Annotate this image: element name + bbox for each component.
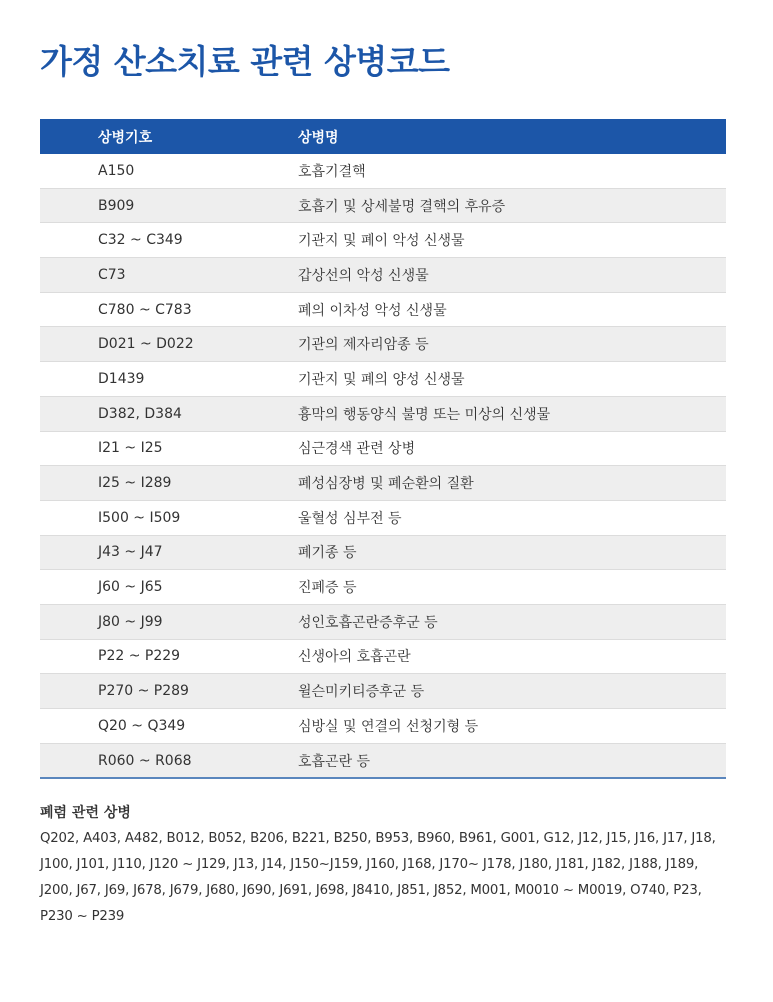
table-body (40, 154, 726, 778)
table-row (40, 327, 726, 362)
header-name: 상병명 (298, 119, 726, 154)
row-code: Q20 ~ Q349 (40, 709, 298, 744)
row-name: 폐기종 등 (298, 535, 726, 570)
table-row (40, 604, 726, 639)
row-name: 호흡기결핵 (298, 154, 726, 188)
lung-related-codes: Q202, A403, A482, B012, B052, B206, B221, B250, B953, B960, B961, G001, G12, J12, J15, J16, J17, J18, J100, J101, J110, J120 ~ J129, J13, J14, J150~J159, J160, J168, J170~ J178, J180, J181, J182, J188, J189, J200, J67, J69, J678, J679, J680, J690, J691, J698, J8410, J851, J852, M001, M0010 ~ M0019, O740, P23, P230 ~ P239 (40, 831, 716, 924)
row-name: 울혈성 심부전 등 (298, 500, 726, 535)
table-row (40, 362, 726, 397)
table-row (40, 535, 726, 570)
table-row (40, 154, 726, 188)
table-row (40, 743, 726, 778)
row-name: 신생아의 호흡곤란 (298, 639, 726, 674)
row-name: 기관지 및 폐이 악성 신생물 (298, 223, 726, 258)
row-name: 폐성심장병 및 폐순환의 질환 (298, 466, 726, 501)
row-name: 심방실 및 연결의 선청기형 등 (298, 709, 726, 744)
row-code: J43 ~ J47 (40, 535, 298, 570)
table-row (40, 639, 726, 674)
row-code: J80 ~ J99 (40, 604, 298, 639)
row-code: D021 ~ D022 (40, 327, 298, 362)
table-row (40, 570, 726, 605)
table-row (40, 223, 726, 258)
row-code: R060 ~ R068 (40, 743, 298, 778)
row-code: C73 (40, 258, 298, 293)
row-name: 윌슨미키티증후군 등 (298, 674, 726, 709)
row-name: 흉막의 행동양식 불명 또는 미상의 신생물 (298, 396, 726, 431)
row-code: D1439 (40, 362, 298, 397)
row-code: C780 ~ C783 (40, 292, 298, 327)
row-name: 폐의 이차성 악성 신생물 (298, 292, 726, 327)
lung-related-heading: 폐렴 관련 상병 (40, 805, 131, 821)
table-row (40, 292, 726, 327)
table-row (40, 188, 726, 223)
row-name: 기관의 제자리암종 등 (298, 327, 726, 362)
row-code: I21 ~ I25 (40, 431, 298, 466)
row-name: 기관지 및 폐의 양성 신생물 (298, 362, 726, 397)
table-row (40, 431, 726, 466)
row-code: B909 (40, 188, 298, 223)
table-row (40, 396, 726, 431)
diagnosis-code-table (40, 119, 726, 779)
table-row (40, 674, 726, 709)
table-row (40, 258, 726, 293)
row-code: C32 ~ C349 (40, 223, 298, 258)
table-header-row (40, 119, 726, 154)
table-row (40, 500, 726, 535)
row-name: 갑상선의 악성 신생물 (298, 258, 726, 293)
table-row (40, 709, 726, 744)
row-name: 심근경색 관련 상병 (298, 431, 726, 466)
row-code: I25 ~ I289 (40, 466, 298, 501)
row-code: P22 ~ P229 (40, 639, 298, 674)
row-code: I500 ~ I509 (40, 500, 298, 535)
row-name: 호흡곤란 등 (298, 743, 726, 778)
row-code: J60 ~ J65 (40, 570, 298, 605)
header-code: 상병기호 (40, 119, 298, 154)
row-code: A150 (40, 154, 298, 188)
row-code: P270 ~ P289 (40, 674, 298, 709)
row-name: 진폐증 등 (298, 570, 726, 605)
row-name: 호흡기 및 상세불명 결핵의 후유증 (298, 188, 726, 223)
row-name: 성인호흡곤란증후군 등 (298, 604, 726, 639)
page-title: 가정 산소치료 관련 상병코드 (40, 42, 450, 81)
row-code: D382, D384 (40, 396, 298, 431)
table-row (40, 466, 726, 501)
